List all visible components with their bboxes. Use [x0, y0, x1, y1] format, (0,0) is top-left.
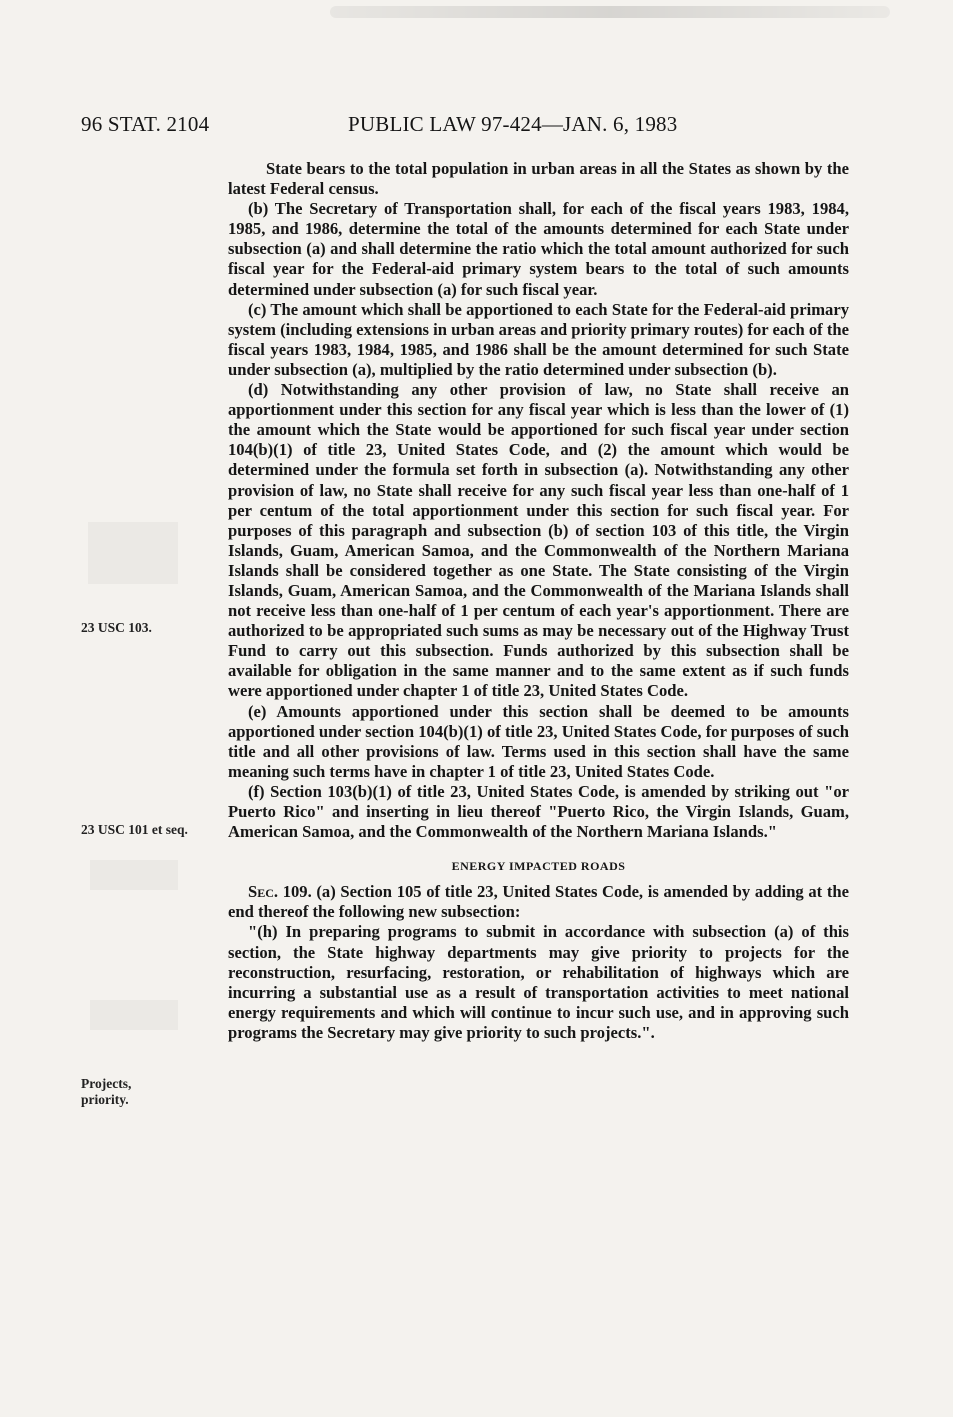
statute-body [228, 159, 849, 1043]
paragraph-continuation: State bears to the total population in urban areas in all the States as shown by the latest Federal census. [228, 159, 849, 199]
bleed-through-mark [90, 860, 178, 890]
paragraph-f: (f) Section 103(b)(1) of title 23, United States Code, is amended by striking out "or Puerto Rico" and inserting in lieu thereof "Puerto Rico, the Virgin Islands, Guam, American Samoa, and the Commonwealth of the Northern Mariana Islands." [228, 781, 849, 842]
law-title: PUBLIC LAW 97-424—JAN. 6, 1983 [348, 112, 678, 136]
paragraph-e: (e) Amounts apportioned under this section shall be deemed to be amounts apportioned under section 104(b)(1) of title 23, United States Code, for purposes of such title and all other provisions of law. Terms used in this section shall have the same meaning such terms have in chapter 1 of title 23, United States Code. [228, 701, 849, 781]
margin-note-23usc101: 23 USC 101 et seq. [81, 822, 188, 837]
scan-smudge [330, 6, 890, 18]
bleed-through-mark [90, 1000, 178, 1030]
margin-note-23usc103: 23 USC 103. [81, 620, 152, 635]
paragraph-sec-109 [228, 882, 849, 922]
section-label: Sec. 109. [248, 882, 312, 902]
paragraph-b: (b) The Secretary of Transportation shall, for each of the fiscal years 1983, 1984, 1985, and 1986, determine the total of the amounts determined for each State under subsection (a) and shall determine the ratio which the total amount authorized for such fiscal year for the Federal-aid primary system bears to the total of such amounts determined under subsection (a) for such fiscal year. [228, 199, 849, 299]
bleed-through-mark [88, 522, 178, 584]
paragraph-d: (d) Notwithstanding any other provision of law, no State shall receive an apportionment under this section for any fiscal year which is less than the lower of (1) the amount which the State would be apportioned for such fiscal year under section 104(b)(1) of title 23, United States Code, and (2) the amount which would be determined under the formula set forth in subsection (a). Notwithstanding any other provision of law, no State shall receive for any such fiscal year less than one-half of 1 per centum of the total apportionment under this section for such fiscal year. For purposes of this paragraph and subsection (b) of section 103 of this title, the Virgin Islands, Guam, American Samoa, and the Commonwealth of the Northern Mariana Islands shall be considered together as one State. The State consisting of the Virgin Islands, Guam, American Samoa, and the Commonwealth of the Mariana Islands shall not receive less than one-half of 1 per centum of each year's apportionment. There are authorized to be appropriated such sums as may be necessary out of the Highway Trust Fund to carry out this subsection. Funds authorized by this subsection shall be available for obligation in the same manner and to the same extent as if such funds were apportioned under chapter 1 of title 23, United States Code. [228, 380, 849, 701]
stat-reference: 96 STAT. 2104 [81, 112, 210, 136]
paragraph-c: (c) The amount which shall be apportioned to each State for the Federal-aid primary system (including extensions in urban areas and priority primary routes) for each of the fiscal years 1983, 1984, 1985, and 1986 shall be the amount determined for such State under subsection (a), multiplied by the ratio determined under subsection (b). [228, 299, 849, 379]
section-heading: ENERGY IMPACTED ROADS [451, 859, 626, 874]
margin-note-projects-priority: Projects, priority. [81, 1076, 132, 1107]
paragraph-h: "(h) In preparing programs to submit in accordance with subsection (a) of this section, the State highway departments may give priority to projects for the reconstruction, resurfacing, restoration, or rehabilitation of highways which are incurring a substantial use as a result of transportation activities to meet national energy requirements and which will continue to incur such use, and in approving such programs the Secretary may give priority to such projects.". [228, 922, 849, 1042]
section-109-text: (a) Section 105 of title 23, United States Code, is amended by adding at the end thereof the following new subsection: [228, 882, 849, 922]
